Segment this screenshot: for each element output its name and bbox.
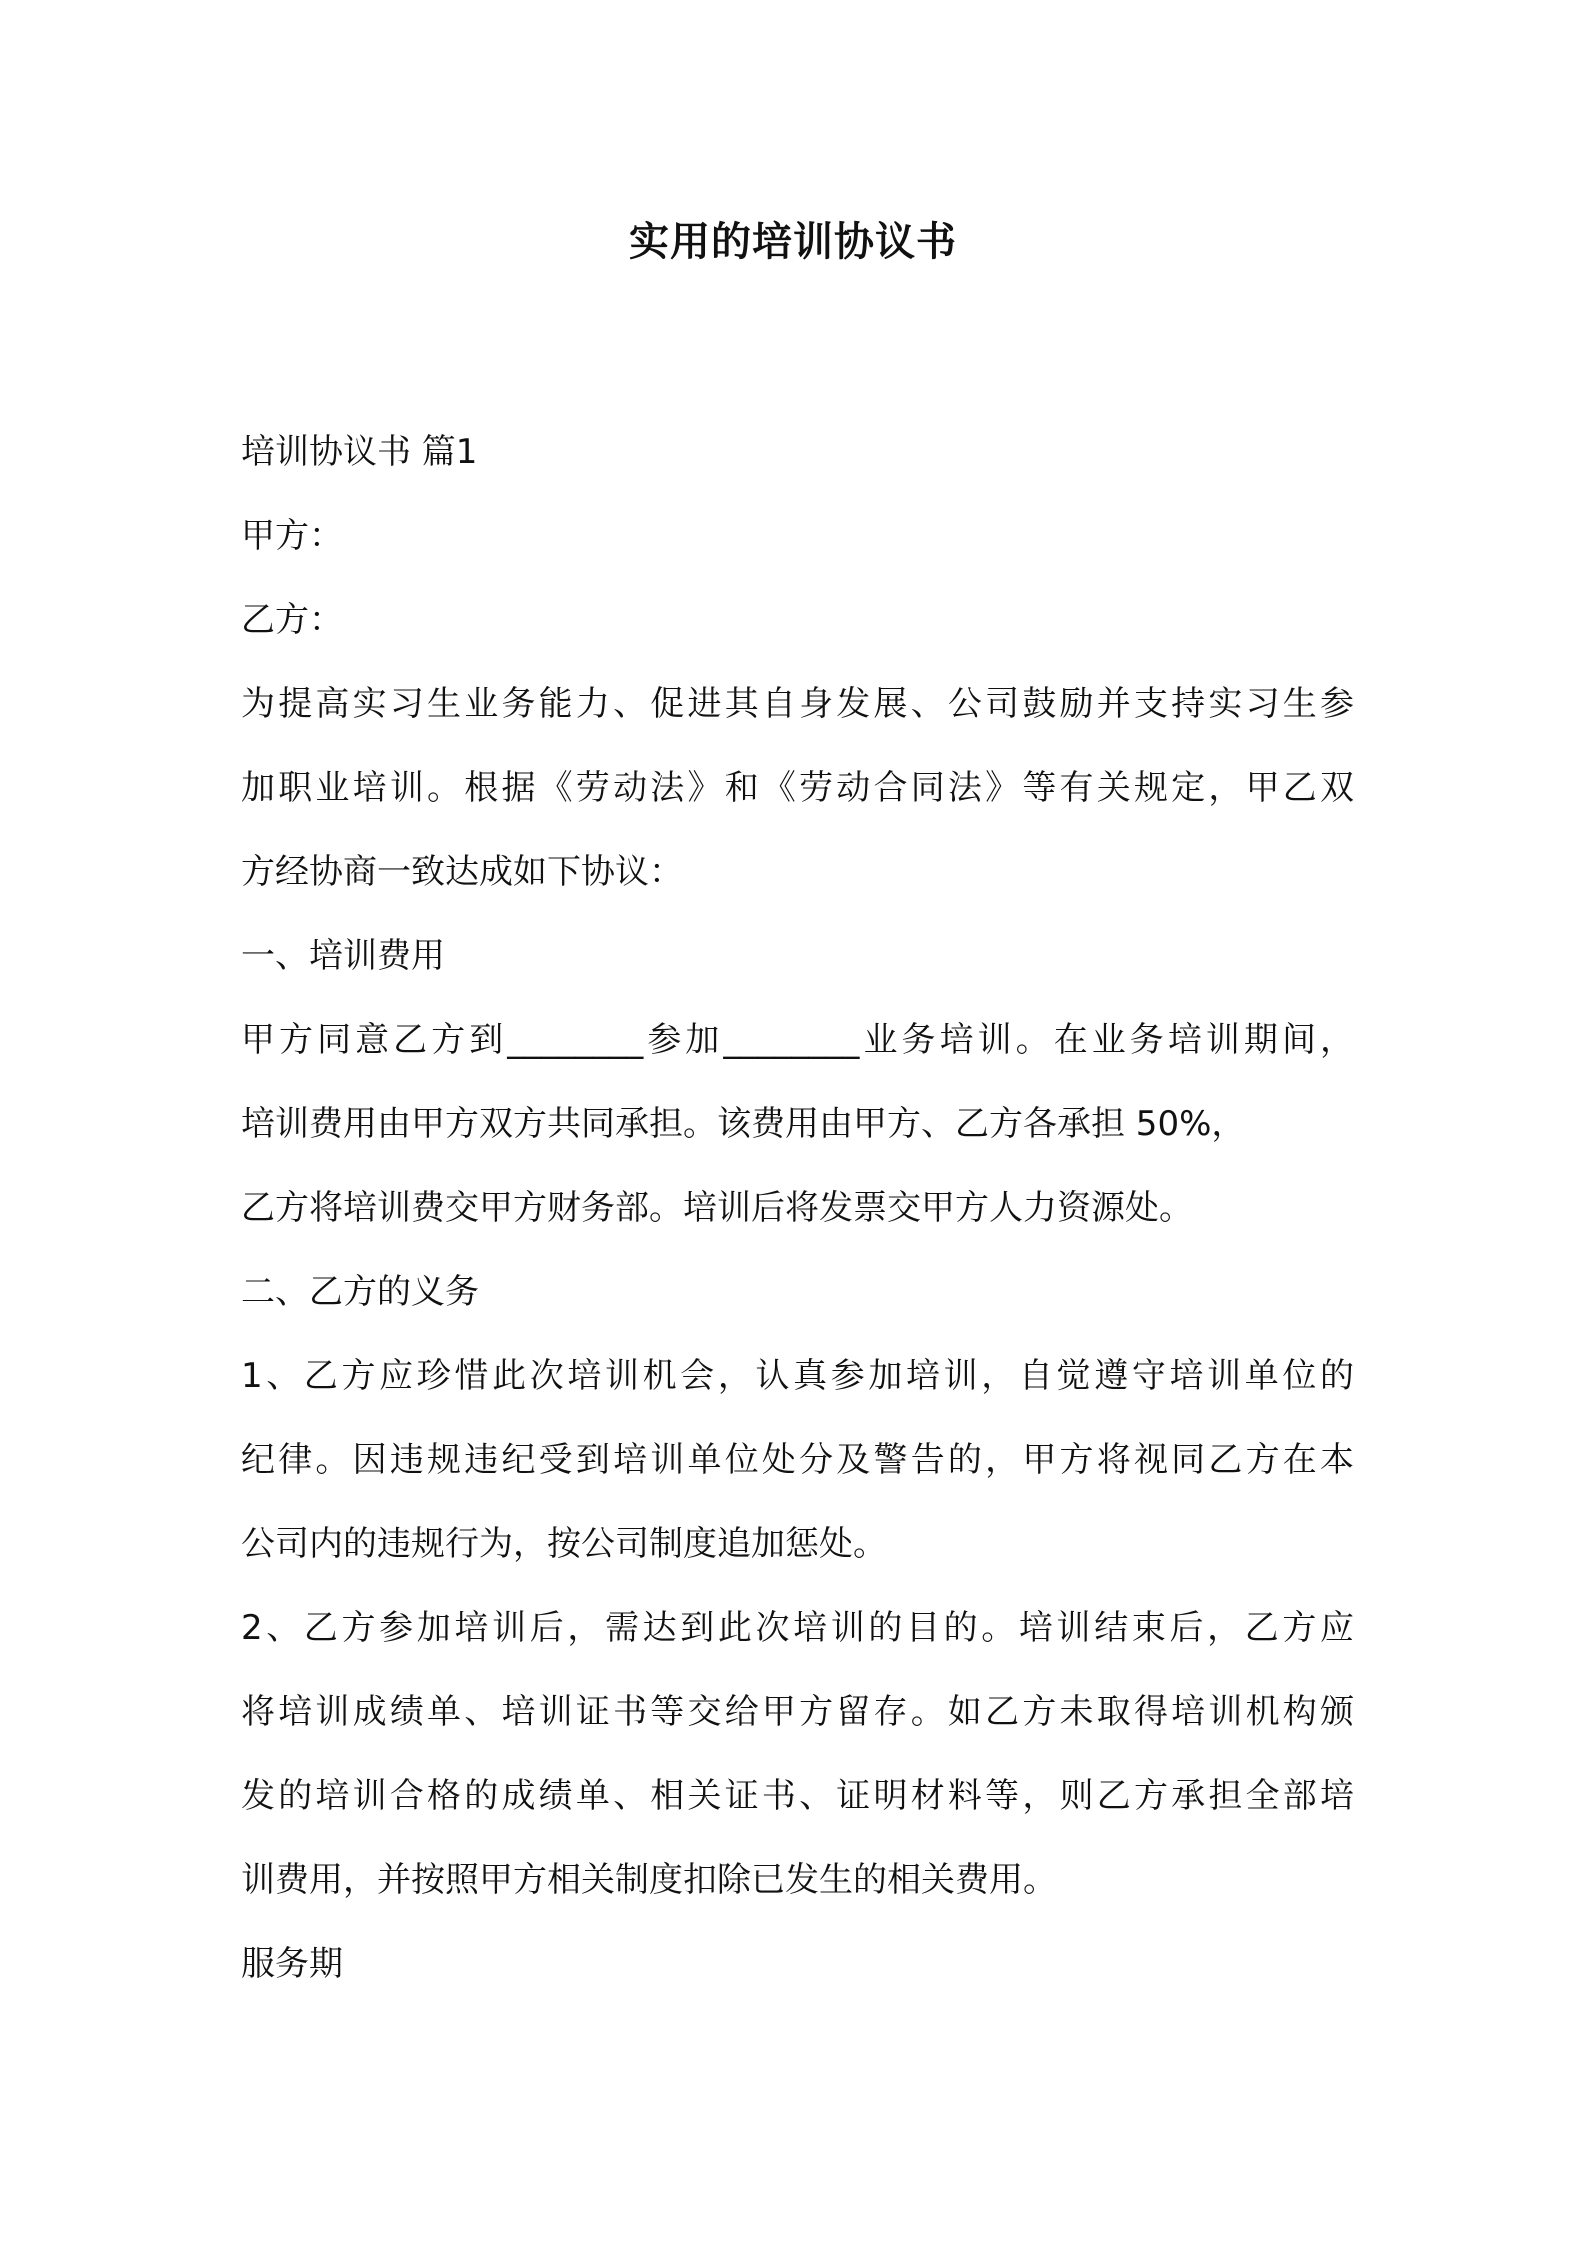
- paragraph-line: 2、乙方参加培训后，需达到此次培训的目的。培训结束后，乙方应: [241, 1608, 1354, 1648]
- paragraph-line: 甲方同意乙方到________参加________业务培训。在业务培训期间，: [241, 1020, 1354, 1060]
- paragraph-line: 训费用，并按照甲方相关制度扣除已发生的相关费用。: [241, 1860, 1057, 1900]
- paragraph-line: 方经协商一致达成如下协议：: [241, 852, 683, 892]
- party-b-label: 乙方：: [241, 600, 343, 640]
- paragraph-line: 将培训成绩单、培训证书等交给甲方留存。如乙方未取得培训机构颁: [241, 1692, 1354, 1732]
- paragraph-line: 乙方将培训费交甲方财务部。培训后将发票交甲方人力资源处。: [241, 1188, 1193, 1228]
- paragraph-line: 加职业培训。根据《劳动法》和《劳动合同法》等有关规定，甲乙双: [241, 768, 1354, 808]
- paragraph-line: 为提高实习生业务能力、促进其自身发展、公司鼓励并支持实习生参: [241, 684, 1354, 724]
- section-heading-party-b-obligations: 二、乙方的义务: [241, 1272, 479, 1312]
- document-body: [241, 410, 1371, 2006]
- paragraph-line: 发的培训合格的成绩单、相关证书、证明材料等，则乙方承担全部培: [241, 1776, 1354, 1816]
- party-a-label: 甲方：: [241, 516, 343, 556]
- section-heading-training-fees: 一、培训费用: [241, 936, 445, 976]
- paragraph-line: 公司内的违规行为，按公司制度追加惩处。: [241, 1524, 887, 1564]
- paragraph-line: 培训费用由甲方双方共同承担。该费用由甲方、乙方各承担 50%，: [241, 1104, 1246, 1144]
- section-heading-article-1: 培训协议书 篇1: [241, 432, 478, 472]
- document-title: 实用的培训协议书: [629, 219, 957, 265]
- paragraph-line: 1、乙方应珍惜此次培训机会，认真参加培训，自觉遵守培训单位的: [241, 1356, 1354, 1396]
- section-heading-service-period: 服务期: [241, 1944, 343, 1984]
- paragraph-line: 纪律。因违规违纪受到培训单位处分及警告的，甲方将视同乙方在本: [241, 1440, 1354, 1480]
